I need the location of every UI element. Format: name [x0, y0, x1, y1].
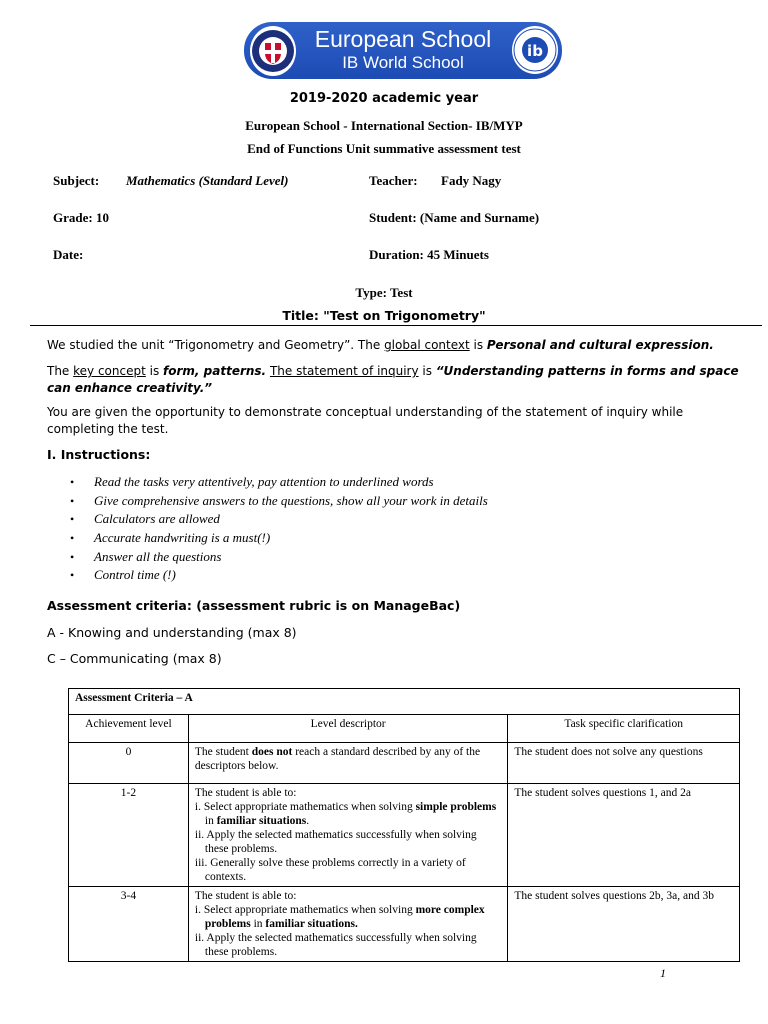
- descriptor-emphasis: simple problems: [415, 801, 497, 813]
- level-descriptor: [188, 887, 507, 962]
- descriptor-text: i. Select appropriate mathematics when solving: [194, 904, 416, 916]
- key-concept-term: key concept: [73, 364, 146, 378]
- intro-text: is: [418, 364, 436, 378]
- descriptor-emphasis: familiar situations: [216, 815, 307, 827]
- statement-of-inquiry-value: “Understanding patterns in forms and space can enhance creativity.”: [47, 364, 739, 395]
- teacher-label: Teacher:: [369, 173, 418, 188]
- column-header: Level descriptor: [188, 715, 507, 743]
- key-concept-value: form, patterns.: [163, 364, 267, 378]
- intro-text: The: [47, 364, 74, 378]
- descriptor-list: [195, 800, 501, 884]
- task-clarification: The student solves questions 1, and 2a: [508, 784, 740, 887]
- test-type: Type: Test: [355, 285, 413, 300]
- achievement-level: 0: [69, 743, 189, 784]
- achievement-level: 1-2: [69, 784, 189, 887]
- test-title: Title: "Test on Trigonometry": [282, 308, 486, 323]
- instruction-item: • Control time (!): [70, 566, 720, 585]
- banner-subtitle: IB World School: [342, 53, 464, 72]
- descriptor-item: ii. Apply the selected mathematics successfully when solving these problems.: [194, 932, 477, 958]
- descriptor-item: [195, 800, 501, 828]
- task-clarification: The student solves questions 2b, 3a, and 3b: [508, 887, 740, 962]
- descriptor-intro: The student is able to:: [194, 890, 297, 902]
- instructions-list: [70, 473, 720, 585]
- intro-text: is: [145, 364, 164, 378]
- teacher-value: Fady Nagy: [441, 173, 502, 188]
- descriptor-item: iii. Generally solve these problems correctly in a variety of contexts.: [194, 857, 466, 883]
- intro-text: is: [469, 338, 487, 352]
- page-number: 1: [660, 966, 666, 980]
- school-section: European School - International Section- IB/MYP: [245, 118, 523, 133]
- descriptor-emphasis: does not: [251, 746, 293, 758]
- global-context-value: Personal and cultural expression.: [486, 338, 714, 352]
- instruction-item: • Give comprehensive answers to the questions, show all your work in details: [70, 492, 720, 511]
- descriptor-intro: The student is able to:: [194, 787, 297, 799]
- svg-text:ib: ib: [527, 42, 543, 60]
- criterion-c: C – Communicating (max 8): [47, 651, 222, 666]
- banner-title: European School: [314, 26, 492, 52]
- table-row: [69, 784, 740, 887]
- statement-of-inquiry-term: The statement of inquiry: [269, 364, 419, 378]
- date-label: Date:: [53, 247, 84, 262]
- subject-value: Mathematics (Standard Level): [126, 173, 289, 188]
- task-clarification: The student does not solve any questions: [508, 743, 740, 784]
- level-descriptor: [188, 743, 507, 784]
- intro-paragraph-3: You are given the opportunity to demonstrate conceptual understanding of the statement of inquiry while completing the test.: [47, 405, 684, 436]
- descriptor-text: The student: [194, 746, 252, 758]
- table-header-row: [69, 715, 740, 743]
- descriptor-text: i. Select appropriate mathematics when solving: [194, 801, 416, 813]
- grade-label: Grade: 10: [53, 210, 109, 225]
- header-divider: [30, 325, 762, 326]
- achievement-level: 3-4: [69, 887, 189, 962]
- descriptor-emphasis: familiar situations.: [265, 918, 358, 930]
- intro-paragraph-2: [47, 363, 747, 397]
- descriptor-emphasis: more complex problems: [204, 904, 485, 930]
- intro-text: We studied the unit “Trigonometry and Geometry”. The: [47, 338, 385, 352]
- table-caption-row: [69, 689, 740, 715]
- ib-world-school-logo-icon: [512, 26, 558, 74]
- table-row: [69, 743, 740, 784]
- descriptor-text: in: [204, 815, 217, 827]
- duration-label: Duration: 45 Minuets: [369, 247, 489, 262]
- table-caption: Assessment Criteria – A: [69, 689, 740, 715]
- descriptor-text: in: [250, 918, 266, 930]
- instruction-item: • Calculators are allowed: [70, 510, 720, 529]
- column-header: Achievement level: [69, 715, 189, 743]
- level-descriptor: [188, 784, 507, 887]
- global-context-term: global context: [384, 338, 470, 352]
- test-name: End of Functions Unit summative assessment test: [247, 141, 521, 156]
- descriptor-text: reach a standard described by any of the descriptors below.: [194, 746, 481, 772]
- descriptor-text: .: [306, 815, 310, 827]
- instruction-item: • Accurate handwriting is a must(!): [70, 529, 720, 548]
- instruction-item: • Answer all the questions: [70, 548, 720, 567]
- table-row: [69, 887, 740, 962]
- intro-paragraph-1: [47, 337, 762, 354]
- assessment-criteria-table: [68, 688, 740, 962]
- descriptor-item: ii. Apply the selected mathematics successfully when solving these problems.: [194, 829, 477, 855]
- student-label: Student: (Name and Surname): [369, 210, 540, 225]
- criteria-heading: Assessment criteria: (assessment rubric is on ManageBac): [47, 598, 461, 613]
- subject-label: Subject:: [53, 173, 100, 188]
- instructions-heading: I. Instructions:: [47, 447, 151, 462]
- instruction-item: • Read the tasks very attentively, pay attention to underlined words: [70, 473, 720, 492]
- academic-year: 2019-2020 academic year: [289, 91, 479, 106]
- descriptor-list: [195, 903, 501, 959]
- school-crest-icon: [250, 26, 296, 76]
- descriptor-item: [195, 903, 501, 931]
- criterion-a: A - Knowing and understanding (max 8): [47, 625, 297, 640]
- column-header: Task specific clarification: [508, 715, 740, 743]
